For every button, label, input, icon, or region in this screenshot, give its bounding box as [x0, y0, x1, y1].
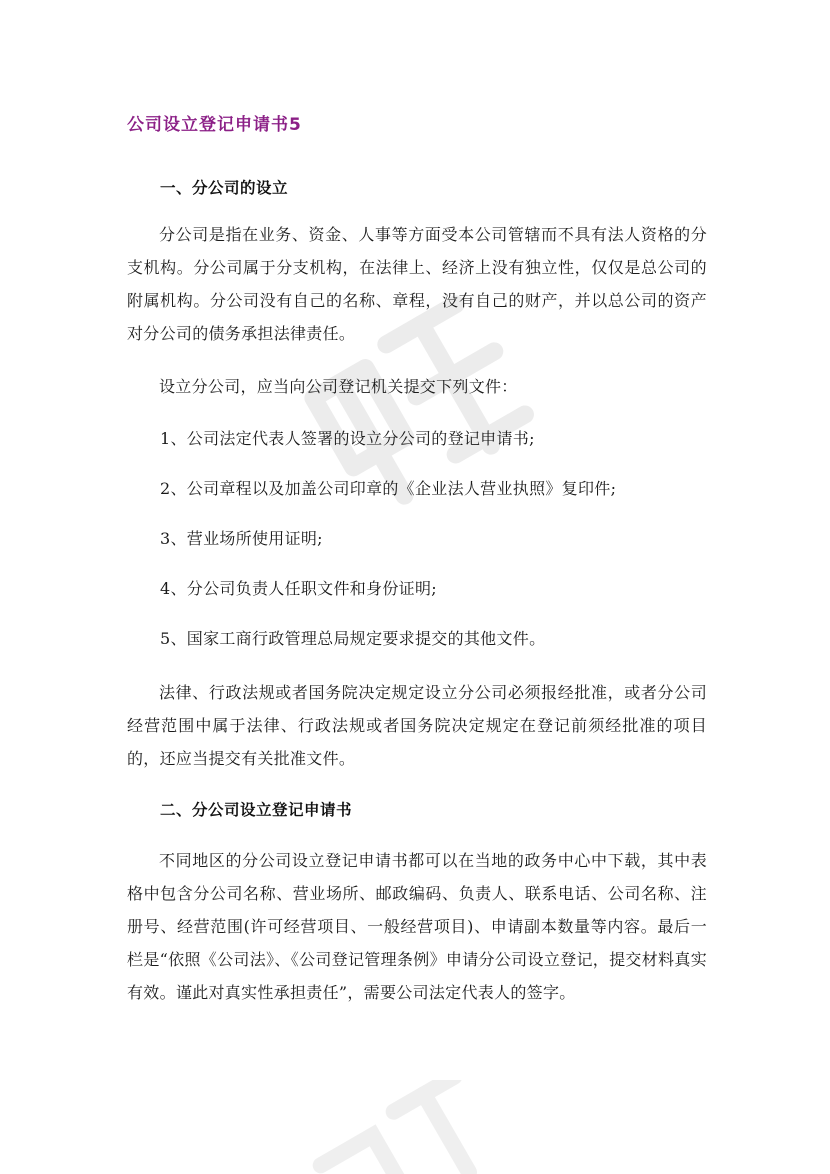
- list-item: 5、国家工商行政管理总局规定要求提交的其他文件。: [160, 629, 546, 648]
- paragraph-branch-definition: 分公司是指在业务、资金、人事等方面受本公司管辖而不具有法人资格的分支机构。分公司属于分支机构，在法律上、经济上没有独立性，仅仅是总公司的附属机构。分公司没有自己的名称、章程，没有自己的财产，并以总公司的资产对分公司的债务承担法律责任。: [127, 225, 707, 343]
- list-item: 3、营业场所使用证明;: [160, 529, 323, 548]
- section-heading-1: 一、分公司的设立: [160, 179, 289, 197]
- list-item: 2、公司章程以及加盖公司印章的《企业法人营业执照》复印件;: [160, 479, 617, 498]
- paragraph-application-form: 不同地区的分公司设立登记申请书都可以在当地的政务中心中下载，其中表格中包含分公司名称、营业场所、邮政编码、负责人、联系电话、公司名称、注册号、经营范围(许可经营项目、一般经营项目)、申请副本数量等内容。最后一栏是“依照《公司法》、《公司登记管理条例》申请分公司设立登记，提交材料真实有效。谨此对真实性承担责任”，需要公司法定代表人的签字。: [127, 851, 707, 1002]
- paragraph-approval-requirement: 法律、行政法规或者国务院决定规定设立分公司必须报经批准，或者分公司经营范围中属于法律、行政法规或者国务院决定规定在登记前须经批准的项目的，还应当提交有关批准文件。: [127, 683, 707, 768]
- list-item: 1、公司法定代表人签署的设立分公司的登记申请书;: [160, 429, 535, 448]
- list-item: 4、分公司负责人任职文件和身份证明;: [160, 579, 437, 598]
- document-title: 公司设立登记申请书5: [127, 115, 302, 135]
- paragraph-required-documents-intro: 设立分公司，应当向公司登记机关提交下列文件：: [159, 377, 518, 396]
- watermark-logo-bottom: [290, 1080, 530, 1174]
- section-heading-2: 二、分公司设立登记申请书: [160, 801, 353, 819]
